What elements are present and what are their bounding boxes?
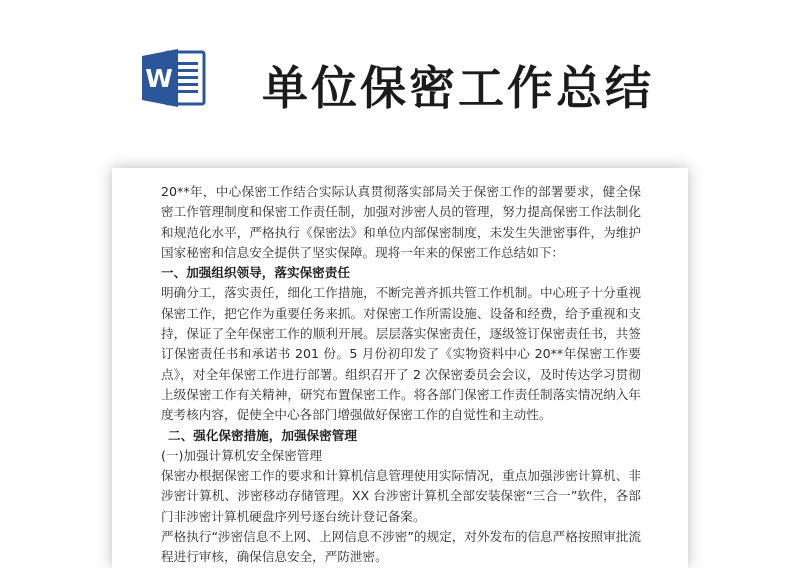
subsection-1-paragraph-2: 严格执行“涉密信息不上网、上网信息不涉密”的规定，对外发布的信息严格按照审批流程进行审核，确保信息安全，严防泄密。	[161, 529, 641, 565]
word-document-icon	[140, 44, 208, 112]
header	[0, 0, 800, 150]
word-logo-letter: W	[145, 64, 173, 93]
subsection-heading-1: (一)加强计算机安全保密管理	[161, 447, 322, 463]
section-heading-1: 一、加强组织领导，落实保密责任	[161, 265, 350, 281]
section-heading-2: 二、强化保密措施，加强保密管理	[168, 427, 357, 443]
page-title: 单位保密工作总结	[262, 61, 654, 115]
section-1-paragraph: 明确分工，落实责任，细化工作措施，不断完善齐抓共管工作机制。中心班子十分重视保密工作，把它作为重要任务来抓。对保密工作所需设施、设备和经费，给予重视和支持，保证了全年保密工作的顺利开展。层层落实保密责任，逐级签订保密责任书，共签订保密责任书和承诺书 201 份。5 月份初印发了《实物资料中心 20**年保密工作要点》，对全年保密工作进行部署。组织召开了 2 次保密委员会会议，及时传达学习贯彻上级保密工作有关精神，研究布置保密工作。将各部门保密工作责任制落实情况纳入年度考核内容，促使全中心各部门增强做好保密工作的自觉性和主动性。	[161, 285, 641, 423]
intro-paragraph: 20**年，中心保密工作结合实际认真贯彻落实部局关于保密工作的部署要求，健全保密工作管理制度和保密工作责任制，加强对涉密人员的管理，努力提高保密工作法制化和规范化水平，严格执行《保密法》和单位内部保密制度，未发生失泄密事件，为维护国家秘密和信息安全提供了坚实保障。现将一年来的保密工作总结如下：	[161, 184, 641, 260]
document-content	[161, 182, 641, 568]
document-page	[112, 168, 688, 568]
subsection-1-paragraph: 保密办根据保密工作的要求和计算机信息管理使用实际情况，重点加强涉密计算机、非涉密计算机、涉密移动存储管理。XX 台涉密计算机全部安装保密“三合一”软件，各部门非涉密计算机硬盘序列号逐台统计登记备案。	[161, 468, 641, 524]
